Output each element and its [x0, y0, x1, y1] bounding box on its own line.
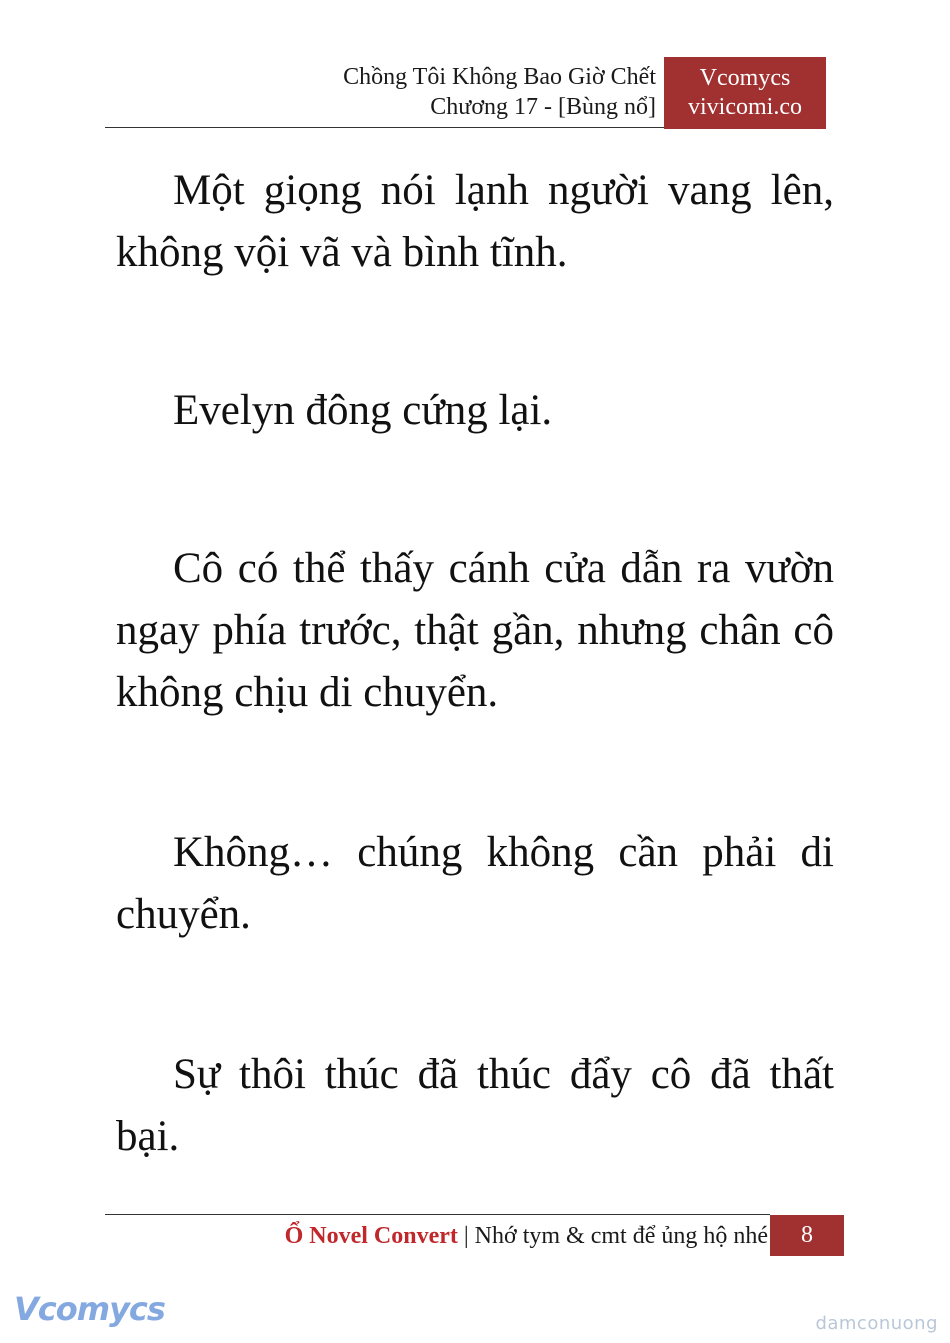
paragraph: Một giọng nói lạnh người vang lên, không vội vã và bình tĩnh. [116, 167, 834, 276]
footer-separator: | [457, 1223, 475, 1249]
chapter-title: Chương 17 - [Bùng nổ] [430, 94, 656, 120]
header-divider [105, 127, 664, 128]
footer-divider [105, 1214, 770, 1215]
paragraph: Không… chúng không cần phải di chuyển. [116, 829, 834, 938]
page-number: 8 [770, 1215, 844, 1256]
paragraph: Sự thôi thúc đã thúc đẩy cô đã thất bại. [116, 1051, 834, 1160]
site-badge [664, 57, 826, 129]
book-title: Chồng Tôi Không Bao Giờ Chết [343, 64, 656, 90]
paragraph: Evelyn đông cứng lại. [173, 387, 553, 434]
damconuong-watermark: damconuong [815, 1313, 938, 1334]
footer-message: Nhớ tym & cmt để ủng hộ nhé [474, 1223, 768, 1249]
paragraph: Cô có thể thấy cánh cửa dẫn ra vườn ngay phía trước, thật gần, nhưng chân cô không chịu di chuyển. [116, 545, 834, 716]
site-badge-name: Vcomycs [699, 65, 791, 91]
footer-note [285, 1221, 768, 1251]
vcomycs-watermark: Vcomycs [14, 1290, 165, 1328]
running-header [343, 62, 656, 122]
footer-brand: Ổ Novel Convert [284, 1223, 458, 1249]
site-badge-url: vivicomi.co [688, 94, 802, 120]
